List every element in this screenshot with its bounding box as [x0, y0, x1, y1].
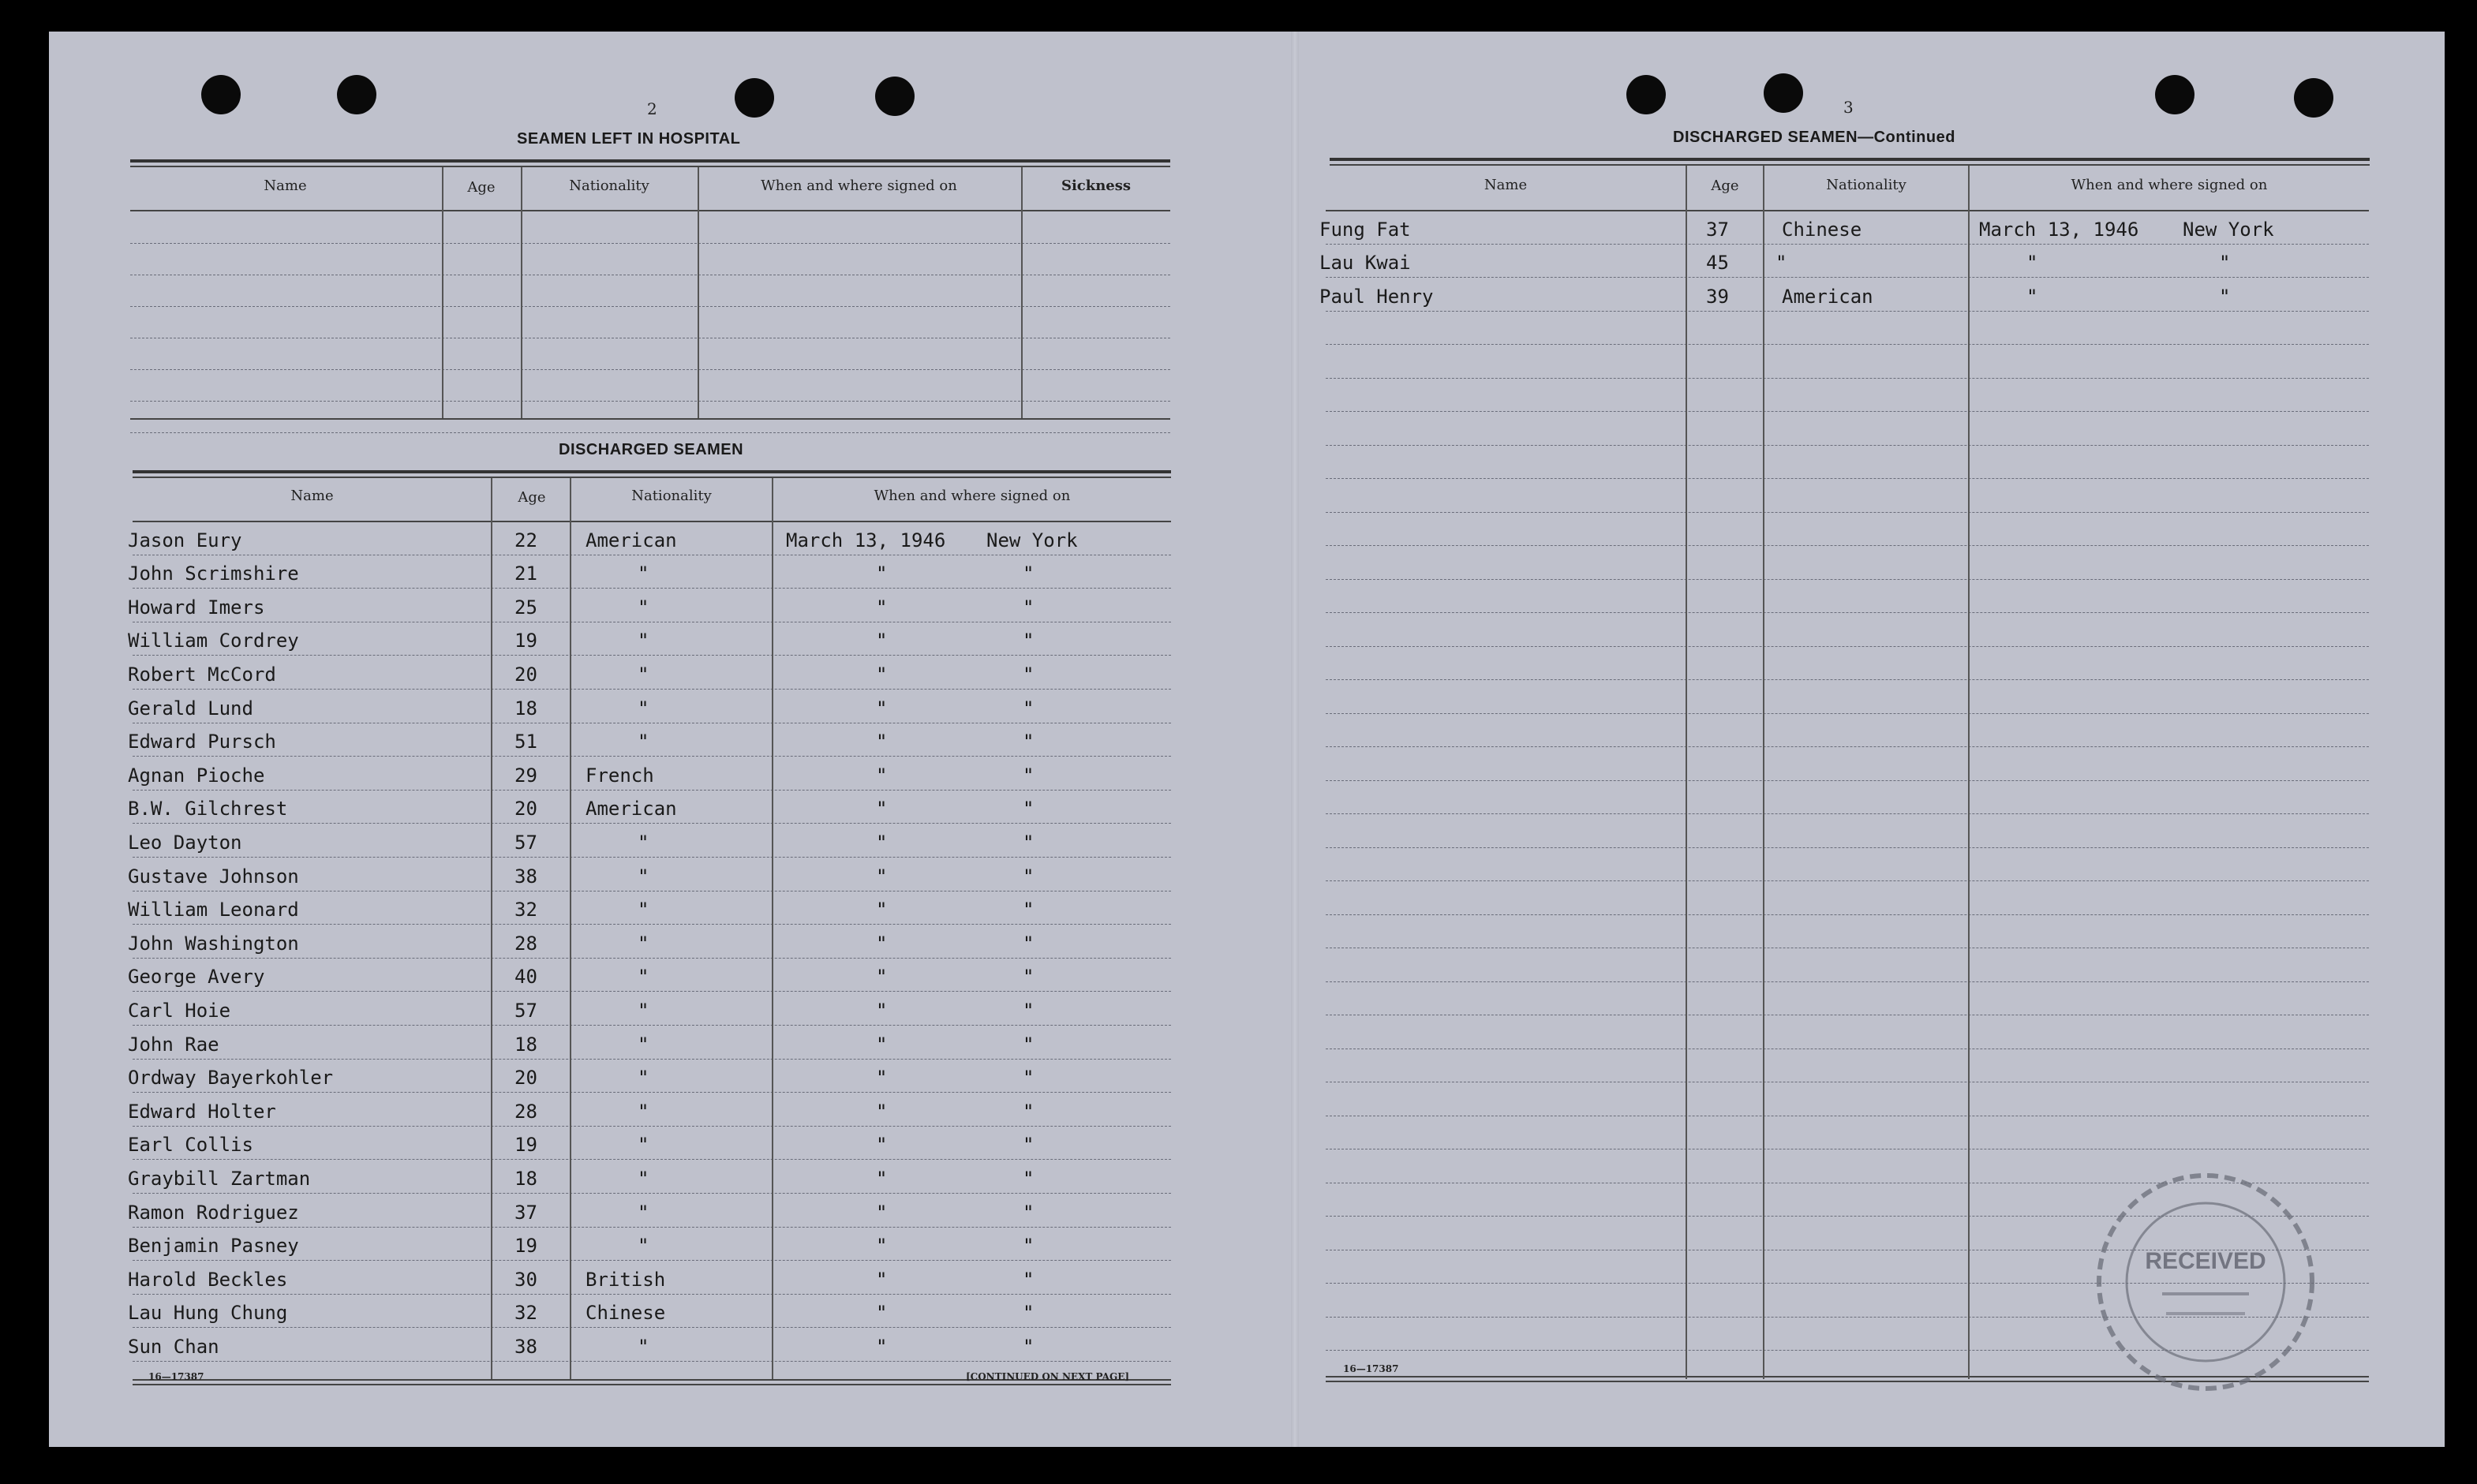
seaman-age: 45 [1706, 252, 1729, 274]
row-line [1326, 813, 2369, 814]
seaman-nationality: Chinese [586, 1302, 666, 1325]
signed-on-date: " [876, 563, 888, 585]
seaman-nationality: " [638, 899, 649, 921]
row-line [1326, 914, 2369, 915]
seaman-nationality: " [638, 1336, 649, 1358]
seaman-nationality: " [638, 1100, 649, 1123]
seaman-name: Agnan Pioche [128, 764, 265, 787]
seaman-age: 30 [514, 1268, 537, 1291]
signed-on-date: " [876, 1268, 888, 1291]
seaman-nationality: " [638, 596, 649, 619]
signed-on-place: " [1023, 664, 1035, 686]
right-header-signed-on: When and where signed on [2071, 177, 2268, 193]
seaman-nationality: American [1782, 285, 1873, 308]
signed-on-place: " [1023, 966, 1035, 989]
seaman-age: 19 [514, 1235, 537, 1258]
seaman-name: Howard Imers [128, 596, 265, 619]
row-line [1326, 579, 2369, 580]
seaman-nationality: " [638, 1067, 649, 1090]
signed-on-place: " [1023, 1134, 1035, 1157]
seaman-name: John Washington [128, 932, 299, 955]
seaman-nationality: Chinese [1782, 218, 1862, 241]
signed-on-date: " [876, 932, 888, 955]
signed-on-date: " [876, 1033, 888, 1056]
seaman-age: 57 [514, 832, 537, 854]
signed-on-date: " [876, 966, 888, 989]
seaman-age: 21 [514, 563, 537, 585]
seaman-nationality: " [638, 832, 649, 854]
seaman-age: 38 [514, 1336, 537, 1358]
signed-on-date: " [876, 1302, 888, 1325]
form-number: 16—17387 [148, 1371, 204, 1382]
seaman-age: 28 [514, 932, 537, 955]
signed-on-place: " [1023, 899, 1035, 921]
signed-on-place: " [1023, 1268, 1035, 1291]
discharged-header-age: Age [518, 489, 546, 506]
seaman-nationality: " [638, 1134, 649, 1157]
signed-on-date: " [876, 697, 888, 720]
signed-on-place: " [1023, 1000, 1035, 1022]
rule [1330, 164, 2370, 166]
seaman-name: Lau Hung Chung [128, 1302, 288, 1325]
row-line [1326, 780, 2369, 781]
seaman-nationality: " [638, 1201, 649, 1224]
row-line [1326, 378, 2369, 379]
row-line [1326, 311, 2369, 312]
seaman-name: John Rae [128, 1033, 219, 1056]
seaman-age: 38 [514, 865, 537, 888]
hospital-header-name: Name [264, 178, 307, 194]
page-number: 2 [647, 99, 657, 118]
seaman-name: Ordway Bayerkohler [128, 1067, 334, 1090]
seaman-name: William Cordrey [128, 630, 299, 652]
signed-on-date: March 13, 1946 [786, 529, 946, 551]
signed-on-place: New York [2183, 218, 2274, 241]
hospital-header-nationality: Nationality [569, 178, 649, 194]
seaman-nationality: " [638, 1000, 649, 1022]
seaman-name: Ramon Rodriguez [128, 1201, 299, 1224]
signed-on-place: " [1023, 1302, 1035, 1325]
seaman-age: 57 [514, 1000, 537, 1022]
seaman-age: 25 [514, 596, 537, 619]
column-line [1968, 166, 1970, 1379]
signed-on-place: " [1023, 1201, 1035, 1224]
hospital-header-signed-on: When and where signed on [761, 178, 957, 194]
right-title-suffix: —Continued [1858, 129, 1955, 146]
right-header-name: Name [1484, 177, 1528, 193]
seaman-nationality: American [586, 798, 677, 820]
seaman-name: Earl Collis [128, 1134, 253, 1157]
seaman-age: 37 [1706, 218, 1729, 241]
signed-on-date: " [876, 832, 888, 854]
seaman-name: Graybill Zartman [128, 1168, 311, 1190]
seaman-nationality: " [638, 932, 649, 955]
seaman-age: 51 [514, 731, 537, 753]
signed-on-date: " [876, 630, 888, 652]
signed-on-place: " [2219, 285, 2231, 308]
signed-on-date: " [876, 1336, 888, 1358]
seaman-name: Lau Kwai [1319, 252, 1411, 274]
signed-on-place: " [1023, 1168, 1035, 1190]
row-line [1326, 244, 2369, 245]
seaman-age: 37 [514, 1201, 537, 1224]
signed-on-date: " [876, 1067, 888, 1090]
right-title-main: DISCHARGED SEAMEN [1673, 129, 1858, 146]
signed-on-date: " [2026, 252, 2038, 274]
seaman-age: 18 [514, 1033, 537, 1056]
rule [1330, 158, 2370, 161]
seaman-name: John Scrimshire [128, 563, 299, 585]
seaman-name: Paul Henry [1319, 285, 1434, 308]
row-line [1326, 679, 2369, 680]
discharged-header-name: Name [290, 488, 334, 504]
row-line [1326, 411, 2369, 412]
seaman-name: Jason Eury [128, 529, 242, 551]
row-line [1326, 445, 2369, 446]
row-line [1326, 847, 2369, 848]
seaman-age: 18 [514, 697, 537, 720]
seaman-nationality: " [638, 1235, 649, 1258]
signed-on-date: " [876, 764, 888, 787]
signed-on-place: " [1023, 1235, 1035, 1258]
seaman-age: 29 [514, 764, 537, 787]
signed-on-date: " [876, 798, 888, 820]
seaman-nationality: " [638, 865, 649, 888]
seaman-name: Sun Chan [128, 1336, 219, 1358]
signed-on-place: " [1023, 764, 1035, 787]
signed-on-date: " [876, 596, 888, 619]
hospital-title: SEAMEN LEFT IN HOSPITAL [517, 130, 741, 148]
discharged-header-nationality: Nationality [631, 488, 712, 504]
seaman-age: 20 [514, 1067, 537, 1090]
row-line [1326, 545, 2369, 546]
right-header-age: Age [1711, 178, 1739, 194]
signed-on-place: New York [986, 529, 1078, 551]
form-number: 16—17387 [1343, 1363, 1399, 1374]
seaman-name: George Avery [128, 966, 265, 989]
seaman-age: 19 [514, 1134, 537, 1157]
seaman-nationality: " [638, 966, 649, 989]
seaman-name: Robert McCord [128, 664, 276, 686]
seaman-age: 28 [514, 1100, 537, 1123]
discharged-title: DISCHARGED SEAMEN [559, 441, 744, 458]
seaman-name: Leo Dayton [128, 832, 242, 854]
signed-on-date: " [876, 1201, 888, 1224]
right-title [1673, 129, 1955, 147]
signed-on-place: " [1023, 1100, 1035, 1123]
signed-on-date: " [876, 1168, 888, 1190]
seaman-age: 20 [514, 664, 537, 686]
seaman-name: Gustave Johnson [128, 865, 299, 888]
seaman-nationality: " [638, 630, 649, 652]
column-line [1763, 166, 1764, 1379]
signed-on-place: " [1023, 1067, 1035, 1090]
seaman-name: Gerald Lund [128, 697, 253, 720]
row-line [1326, 612, 2369, 613]
signed-on-date: " [876, 1235, 888, 1258]
seaman-age: 32 [514, 1302, 537, 1325]
row-line [1326, 277, 2369, 278]
hospital-header-age: Age [467, 179, 496, 196]
signed-on-date: " [876, 1100, 888, 1123]
seaman-nationality: British [586, 1268, 666, 1291]
signed-on-place: " [1023, 798, 1035, 820]
discharged-header-signed-on: When and where signed on [874, 488, 1071, 504]
signed-on-date: " [876, 899, 888, 921]
column-line [1686, 166, 1687, 1379]
seaman-nationality: " [1775, 252, 1787, 274]
seaman-age: 20 [514, 798, 537, 820]
signed-on-date: March 13, 1946 [1979, 218, 2139, 241]
seaman-name: Fung Fat [1319, 218, 1411, 241]
seaman-nationality: " [638, 1168, 649, 1190]
seaman-nationality: American [586, 529, 677, 551]
row-line [1326, 344, 2369, 345]
signed-on-place: " [1023, 1336, 1035, 1358]
signed-on-place: " [1023, 865, 1035, 888]
signed-on-place: " [1023, 932, 1035, 955]
seaman-nationality: " [638, 697, 649, 720]
seaman-nationality: " [638, 1033, 649, 1056]
row-line [1326, 512, 2369, 513]
seaman-name: Carl Hoie [128, 1000, 231, 1022]
seaman-name: William Leonard [128, 899, 299, 921]
seaman-age: 19 [514, 630, 537, 652]
signed-on-place: " [2219, 252, 2231, 274]
seaman-name: B.W. Gilchrest [128, 798, 288, 820]
seaman-age: 40 [514, 966, 537, 989]
signed-on-place: " [1023, 832, 1035, 854]
stamp-text: RECEIVED [2145, 1248, 2266, 1274]
signed-on-date: " [876, 731, 888, 753]
received-stamp [2091, 1168, 2320, 1396]
seaman-nationality: " [638, 664, 649, 686]
row-line [1326, 880, 2369, 881]
seaman-age: 32 [514, 899, 537, 921]
signed-on-date: " [876, 865, 888, 888]
seaman-nationality: " [638, 731, 649, 753]
signed-on-date: " [876, 1134, 888, 1157]
signed-on-place: " [1023, 596, 1035, 619]
seaman-age: 18 [514, 1168, 537, 1190]
right-header-nationality: Nationality [1826, 177, 1906, 193]
seaman-name: Benjamin Pasney [128, 1235, 299, 1258]
row-line [1326, 981, 2369, 982]
signed-on-place: " [1023, 697, 1035, 720]
signed-on-place: " [1023, 731, 1035, 753]
hospital-header-sickness: Sickness [1061, 178, 1132, 194]
seaman-name: Harold Beckles [128, 1268, 288, 1291]
seaman-name: Edward Holter [128, 1100, 276, 1123]
continued-note: [CONTINUED ON NEXT PAGE] [966, 1371, 1130, 1382]
rule [1326, 210, 2369, 211]
row-line [1326, 713, 2369, 714]
signed-on-date: " [876, 664, 888, 686]
signed-on-place: " [1023, 630, 1035, 652]
seaman-age: 39 [1706, 285, 1729, 308]
seaman-name: Edward Pursch [128, 731, 276, 753]
signed-on-date: " [2026, 285, 2038, 308]
seaman-nationality: " [638, 563, 649, 585]
page-number: 3 [1843, 98, 1854, 117]
seaman-age: 22 [514, 529, 537, 551]
signed-on-place: " [1023, 563, 1035, 585]
row-line [1326, 646, 2369, 647]
signed-on-place: " [1023, 1033, 1035, 1056]
signed-on-date: " [876, 1000, 888, 1022]
seaman-nationality: French [586, 764, 654, 787]
row-line [1326, 746, 2369, 747]
row-line [1326, 478, 2369, 479]
